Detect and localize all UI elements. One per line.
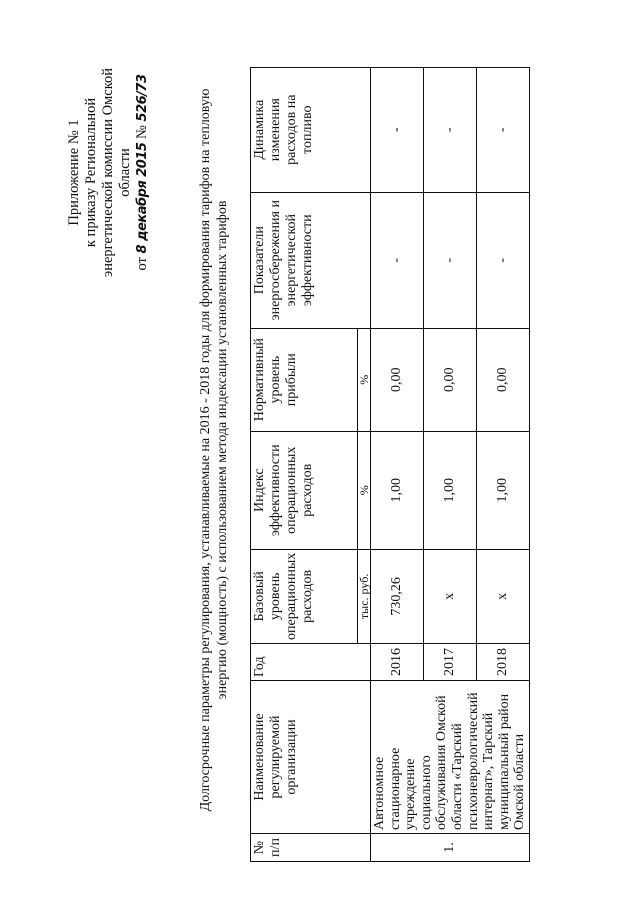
cell-fuel: - (476, 67, 529, 192)
header-base: Базовый уровень операционных расходов (251, 549, 358, 643)
cell-profit: 0,00 (476, 328, 529, 431)
cell-year: 2018 (476, 644, 529, 681)
header-energy: Показатели энергосбережения и энергетической эффективности (251, 192, 371, 328)
cell-year: 2017 (423, 644, 476, 681)
cell-energy: - (371, 192, 424, 328)
appendix-commission: энергетической комиссии Омской области (100, 67, 133, 278)
number-prefix: № (134, 125, 150, 139)
cell-index: 1,00 (423, 431, 476, 549)
header-num: № п/п (251, 834, 371, 862)
date-prefix: от (134, 257, 150, 271)
cell-fuel: - (371, 67, 424, 192)
table-row (371, 67, 424, 861)
organization-name: Автономное стационарное учреждение социального обслуживания Омской области «Тарский психоневрологический интернат», Тарский муниципальный район Омской области (371, 681, 530, 834)
appendix-order-ref: к приказу Региональной (83, 97, 99, 248)
cell-index: 1,00 (476, 431, 529, 549)
cell-base: х (423, 549, 476, 643)
header-org: Наименование регулируемой организации (251, 681, 371, 834)
cell-energy: - (476, 192, 529, 328)
unit-index: % (358, 431, 371, 549)
header-row (251, 67, 358, 861)
cell-energy: - (423, 192, 476, 328)
cell-year: 2016 (371, 644, 424, 681)
unit-base: тыс. руб. (358, 549, 371, 643)
cell-profit: 0,00 (423, 328, 476, 431)
appendix-header (66, 55, 151, 290)
handwritten-number: 526/73 (135, 74, 150, 122)
header-fuel: Динамика изменения расходов на топливо (251, 67, 371, 192)
cell-fuel: - (423, 67, 476, 192)
appendix-date-line (134, 55, 151, 290)
handwritten-date: 8 декабря 2015 (135, 142, 150, 254)
cell-base: 730,26 (371, 549, 424, 643)
document-title (197, 55, 231, 845)
cell-profit: 0,00 (371, 328, 424, 431)
header-year: Год (251, 644, 371, 681)
row-number: 1. (371, 834, 530, 862)
unit-profit: % (358, 328, 371, 431)
title-line-1: Долгосрочные параметры регулирования, устанавливаемые на 2016 - 2018 годы для формирования тарифов на тепловую (198, 88, 213, 812)
cell-base: х (476, 549, 529, 643)
header-index: Индекс эффективности операционных расходов (251, 431, 358, 549)
header-profit: Нормативный уровень прибыли (251, 328, 358, 431)
parameters-table (250, 67, 530, 862)
cell-index: 1,00 (371, 431, 424, 549)
appendix-number: Приложение № 1 (66, 119, 82, 226)
title-line-2: энергию (мощность) с использованием метода индексации установленных тарифов (215, 200, 230, 700)
